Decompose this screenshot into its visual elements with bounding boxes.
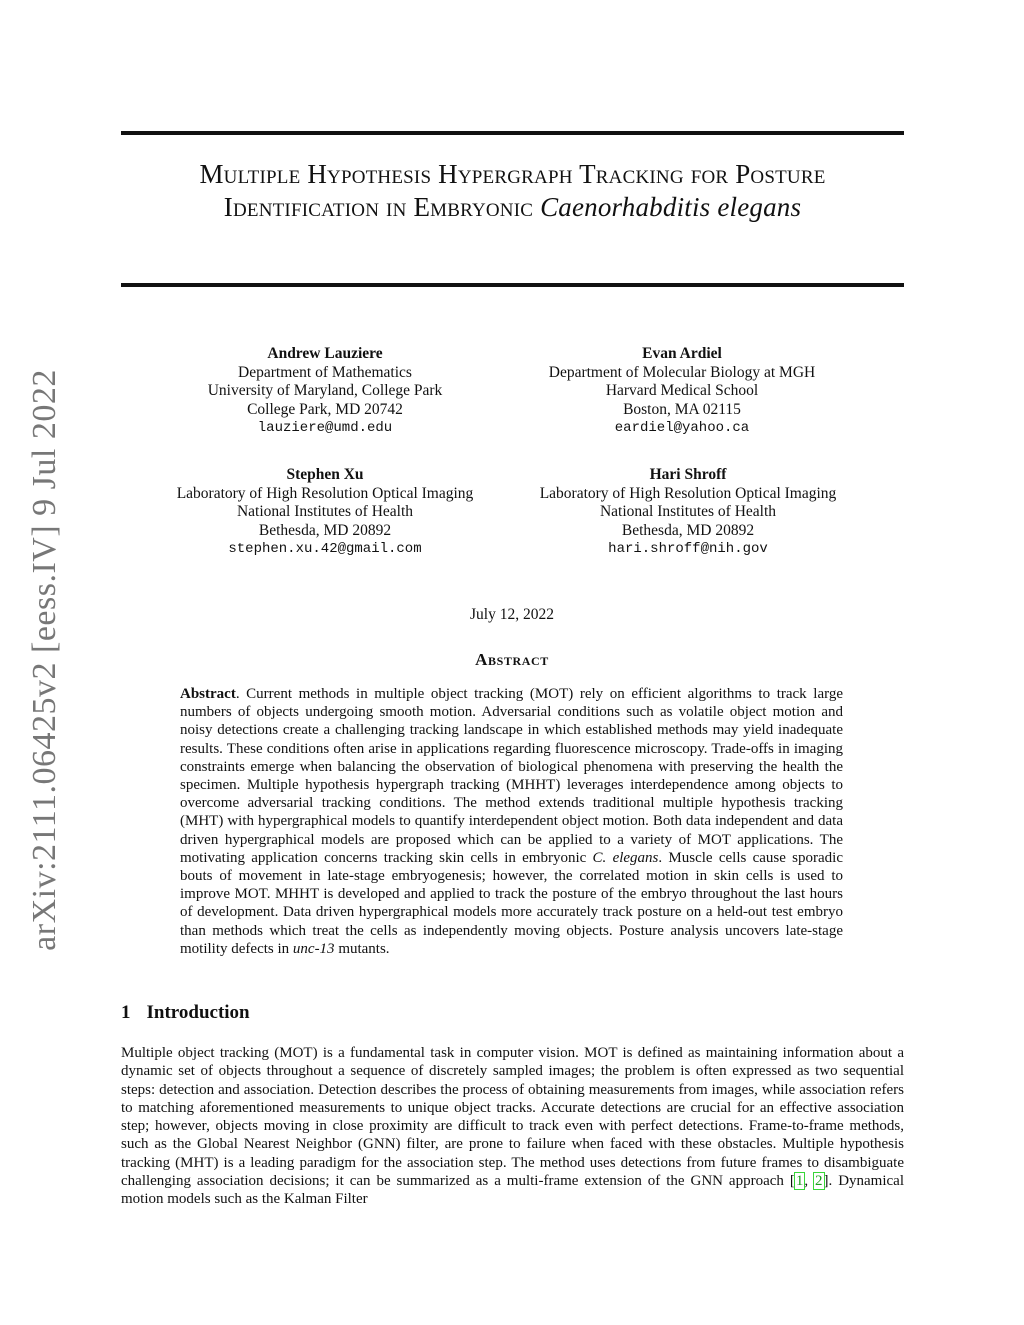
author-name: Evan Ardiel	[642, 345, 722, 362]
author-affiliation-line: Department of Molecular Biology at MGH	[548, 363, 816, 381]
section-title: Introduction	[146, 1002, 250, 1023]
author-affiliation-line: Laboratory of High Resolution Optical Imaging	[176, 484, 474, 502]
author-affiliation-line: Laboratory of High Resolution Optical Imaging	[539, 484, 837, 502]
author-block	[508, 466, 868, 559]
citation-link[interactable]: 2	[815, 1173, 823, 1190]
author-email: eardiel@yahoo.ca	[614, 420, 750, 436]
citation-link[interactable]: 1	[795, 1173, 804, 1190]
abstract-heading: Abstract	[475, 650, 549, 669]
author-affiliation-line: National Institutes of Health	[599, 503, 777, 520]
author-affiliation-line: Harvard Medical School	[605, 382, 759, 399]
publication-date: July 12, 2022	[470, 606, 554, 623]
author-block	[145, 345, 505, 438]
author-affiliation-line: College Park, MD 20742	[247, 400, 403, 418]
title-rule-top	[121, 131, 904, 135]
paper-title-species: Caenorhabditis elegans	[540, 192, 802, 222]
author-affiliation-line: Department of Mathematics	[238, 363, 412, 381]
author-email: lauziere@umd.edu	[257, 420, 393, 436]
introduction-text: ]. Dynamical motion models such as the Kalman Filter	[121, 1173, 905, 1208]
abstract-lead: Abstract	[180, 686, 236, 702]
abstract-paragraph	[180, 685, 843, 958]
paper-title	[121, 158, 904, 224]
arxiv-identifier-text: arXiv:2111.06425v2 [eess.IV] 9 Jul 2022	[26, 369, 63, 951]
abstract-mutant: unc-13	[292, 940, 335, 957]
author-affiliation-line: National Institutes of Health	[236, 503, 414, 520]
section-heading	[121, 1002, 250, 1024]
citation-separator: ,	[804, 1173, 815, 1190]
abstract-species: C. elegans	[592, 849, 659, 866]
title-rule-bottom	[121, 283, 904, 287]
abstract-text: . Muscle cells cause sporadic bouts of movement in late-stage embryogenesis; however, the correlated motion in skin cells is used to improve MOT. MHHT is developed and applied to track the posture of the embryo throughout the last hours of development. Data driven hypergraphical models more accurately track posture on a held-out test embryo than methods which treat the cells as independently moving objects. Posture analysis uncovers late-stage motility defects in	[180, 849, 843, 957]
introduction-text: Multiple object tracking (MOT) is a fundamental task in computer vision. MOT is defined as maintaining information about a dynamic set of objects throughout a sequence of discretely sampled images; the problem is often expressed as two sequential steps: detection and association. Detection describes the process of obtaining measurements from images, while association refers to matching aforementioned measurements to unique object tracks. Accurate detections are crucial for an effective association step; however, objects moving in close proximity are difficult to track even with perfect detections. Frame-to-frame methods, such as the Global Nearest Neighbor (GNN) filter, are prone to failure when faced with these obstacles. Multiple hypothesis tracking (MHT) is a leading paradigm for the association step. The method uses detections from future frames to disambiguate challenging association decisions; it can be summarized as a multi-frame extension of the GNN approach [	[121, 1045, 904, 1190]
author-name: Andrew Lauziere	[267, 345, 383, 362]
author-affiliation-line: Bethesda, MD 20892	[621, 521, 755, 539]
author-name: Hari Shroff	[649, 466, 727, 483]
author-block	[145, 466, 505, 559]
paper-title-main: Multiple Hypothesis Hypergraph Tracking for Posture Identification in Embryonic	[199, 159, 826, 222]
abstract-text: mutants.	[334, 940, 390, 957]
abstract-text: . Current methods in multiple object tracking (MOT) rely on efficient algorithms to track large numbers of objects undergoing smooth motion. Adversarial conditions such as volatile object motion and noisy detections create a challenging tracking landscape in which established methods may yield inadequate results. These conditions often arise in applications regarding fluorescence microscopy. Trade-offs in imaging constraints emerge when balancing the observation of biological phenomena with preserving the health the specimen. Multiple hypothesis hypergraph tracking (MHHT) leverages interdependence among objects to overcome adversarial tracking conditions. The method extends traditional multiple hypothesis tracking (MHT) with hypergraphical models to quantify interdependent object motion. Both data independent and data driven hypergraphical models are proposed which can be applied to a variety of MOT applications. The motivating application concerns tracking skin cells in embryonic	[180, 686, 843, 866]
author-email: stephen.xu.42@gmail.com	[228, 541, 422, 557]
introduction-paragraph	[121, 1044, 904, 1209]
section-number: 1	[121, 1002, 131, 1023]
author-name: Stephen Xu	[286, 466, 364, 483]
author-block	[502, 345, 862, 438]
author-email: hari.shroff@nih.gov	[608, 541, 768, 557]
author-affiliation-line: University of Maryland, College Park	[207, 382, 443, 399]
author-affiliation-line: Bethesda, MD 20892	[258, 521, 392, 539]
author-affiliation-line: Boston, MA 02115	[623, 400, 741, 418]
